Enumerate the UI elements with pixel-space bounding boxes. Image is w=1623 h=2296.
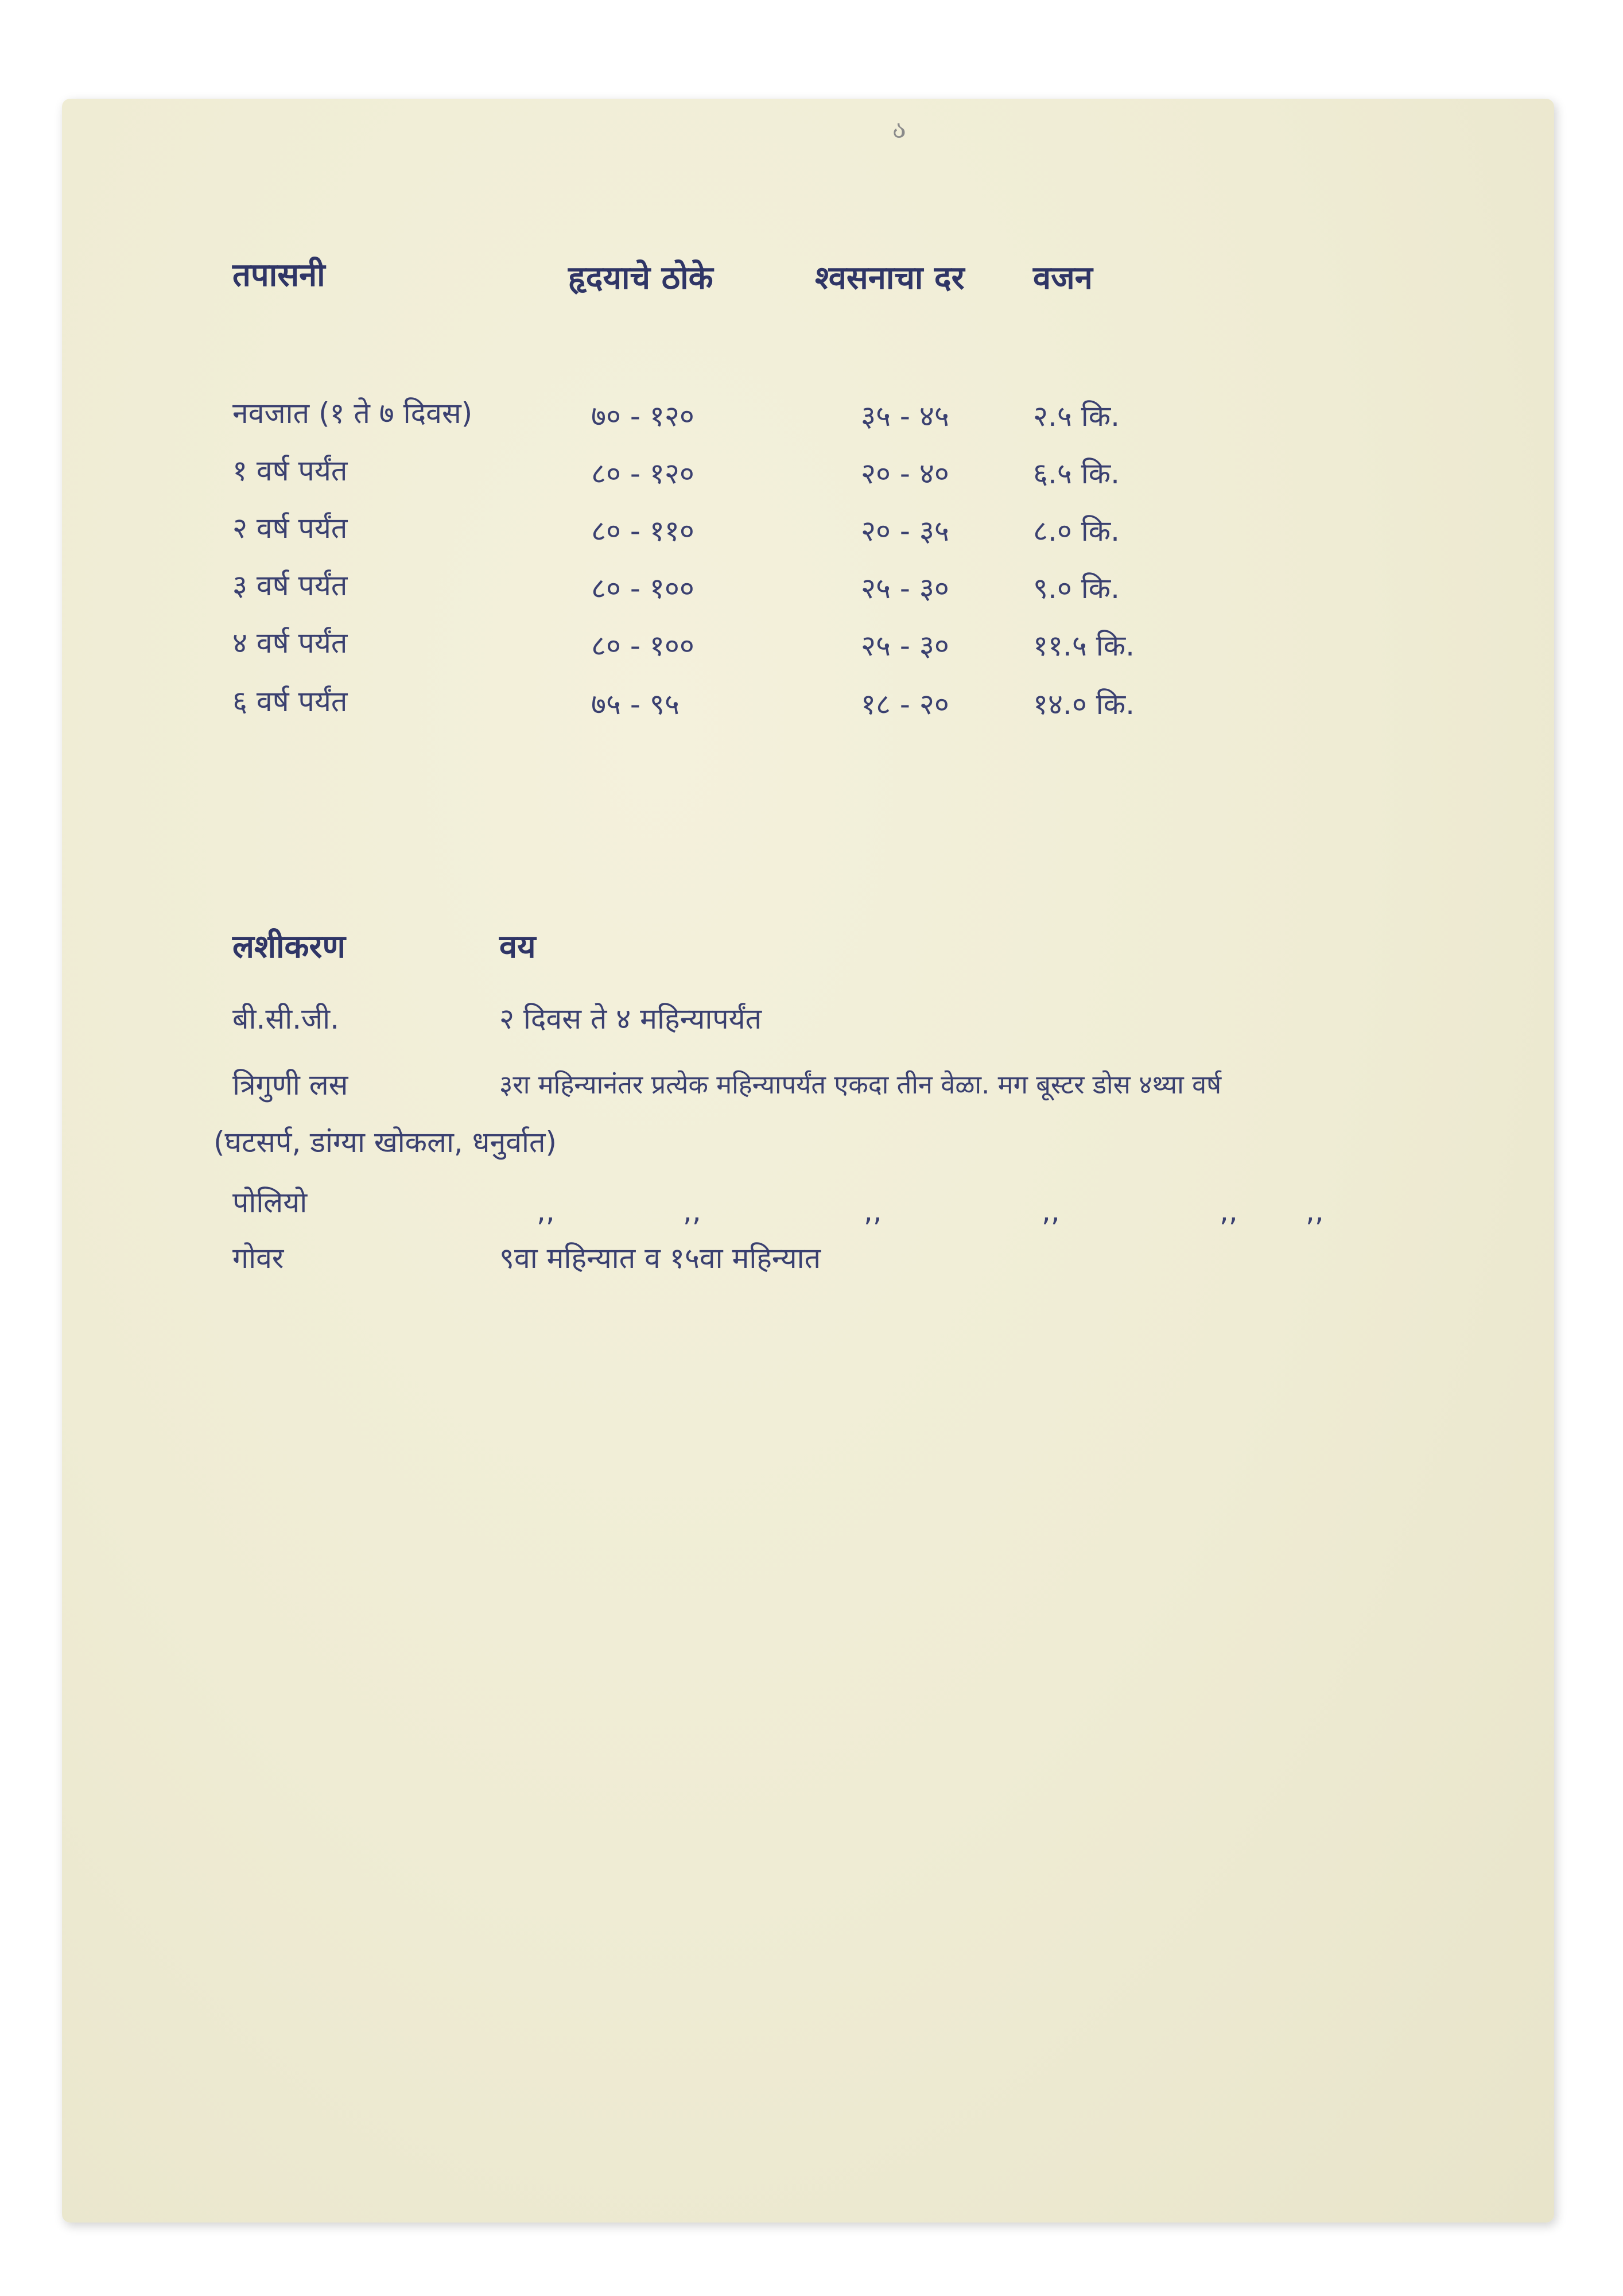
vaccine-age-cell: २ दिवस ते ४ महिन्यापर्यंत — [499, 1002, 762, 1035]
ditto-mark: ,, — [864, 1194, 882, 1228]
age-cell: ४ वर्ष पर्यंत — [232, 626, 348, 660]
age-cell: नवजात (१ ते ७ दिवस) — [232, 397, 473, 430]
resp-cell: २० - ३५ — [861, 514, 949, 548]
resp-cell: २० - ४० — [861, 457, 949, 490]
header-resp-rate: श्वसनाचा दर — [815, 259, 965, 297]
vaccine-cell: त्रिगुणी लस — [232, 1068, 348, 1102]
age-cell: २ वर्ष पर्यंत — [232, 511, 348, 545]
weight-cell: १४.० कि. — [1033, 688, 1135, 721]
resp-cell: २५ - ३० — [861, 572, 949, 605]
heart-cell: ८० - १२० — [591, 457, 694, 490]
vaccine-age-cell: ३रा महिन्यानंतर प्रत्येक महिन्यापर्यंत एकदा तीन वेळा. मग बूस्टर डोस ४थ्या वर्ष — [499, 1069, 1222, 1100]
header-weight: वजन — [1033, 259, 1093, 297]
vaccine-cell: बी.सी.जी. — [232, 1002, 339, 1035]
ditto-mark: ,, — [683, 1194, 701, 1228]
ditto-mark: ,, — [1220, 1194, 1238, 1228]
resp-cell: ३५ - ४५ — [861, 400, 949, 433]
ditto-mark: ,, — [1042, 1194, 1060, 1228]
age-cell: ३ वर्ष पर्यंत — [232, 569, 348, 602]
heart-cell: ८० - १०० — [591, 572, 694, 605]
vaccine-age-cell: ९वा महिन्यात व १५वा महिन्यात — [499, 1242, 821, 1275]
weight-cell: ११.५ कि. — [1033, 629, 1135, 662]
weight-cell: ८.० कि. — [1033, 514, 1120, 548]
weight-cell: ६.५ कि. — [1033, 457, 1120, 490]
heart-cell: ७० - १२० — [591, 400, 694, 433]
pencil-scribble: ა — [892, 115, 906, 144]
vaccine-cell: (घटसर्प, डांग्या खोकला, धनुर्वात) — [213, 1126, 557, 1159]
age-cell: ६ वर्ष पर्यंत — [232, 685, 348, 718]
header-vaccine: लशीकरण — [232, 928, 345, 965]
resp-cell: १८ - २० — [861, 688, 949, 721]
ditto-mark: ,, — [537, 1194, 555, 1228]
weight-cell: २.५ कि. — [1033, 400, 1120, 433]
vaccine-cell: पोलियो — [232, 1186, 308, 1219]
resp-cell: २५ - ३० — [861, 629, 949, 662]
heart-cell: ८० - १०० — [591, 629, 694, 662]
heart-cell: ७५ - ९५ — [591, 688, 680, 721]
vaccine-cell: गोवर — [232, 1242, 284, 1275]
header-check: तपासनी — [232, 257, 325, 294]
heart-cell: ८० - ११० — [591, 514, 694, 548]
header-heart-rate: हृदयाचे ठोके — [568, 259, 713, 297]
weight-cell: ९.० कि. — [1033, 572, 1120, 605]
age-cell: १ वर्ष पर्यंत — [232, 454, 348, 487]
ditto-mark: ,, — [1306, 1194, 1324, 1228]
header-age: वय — [499, 928, 536, 965]
